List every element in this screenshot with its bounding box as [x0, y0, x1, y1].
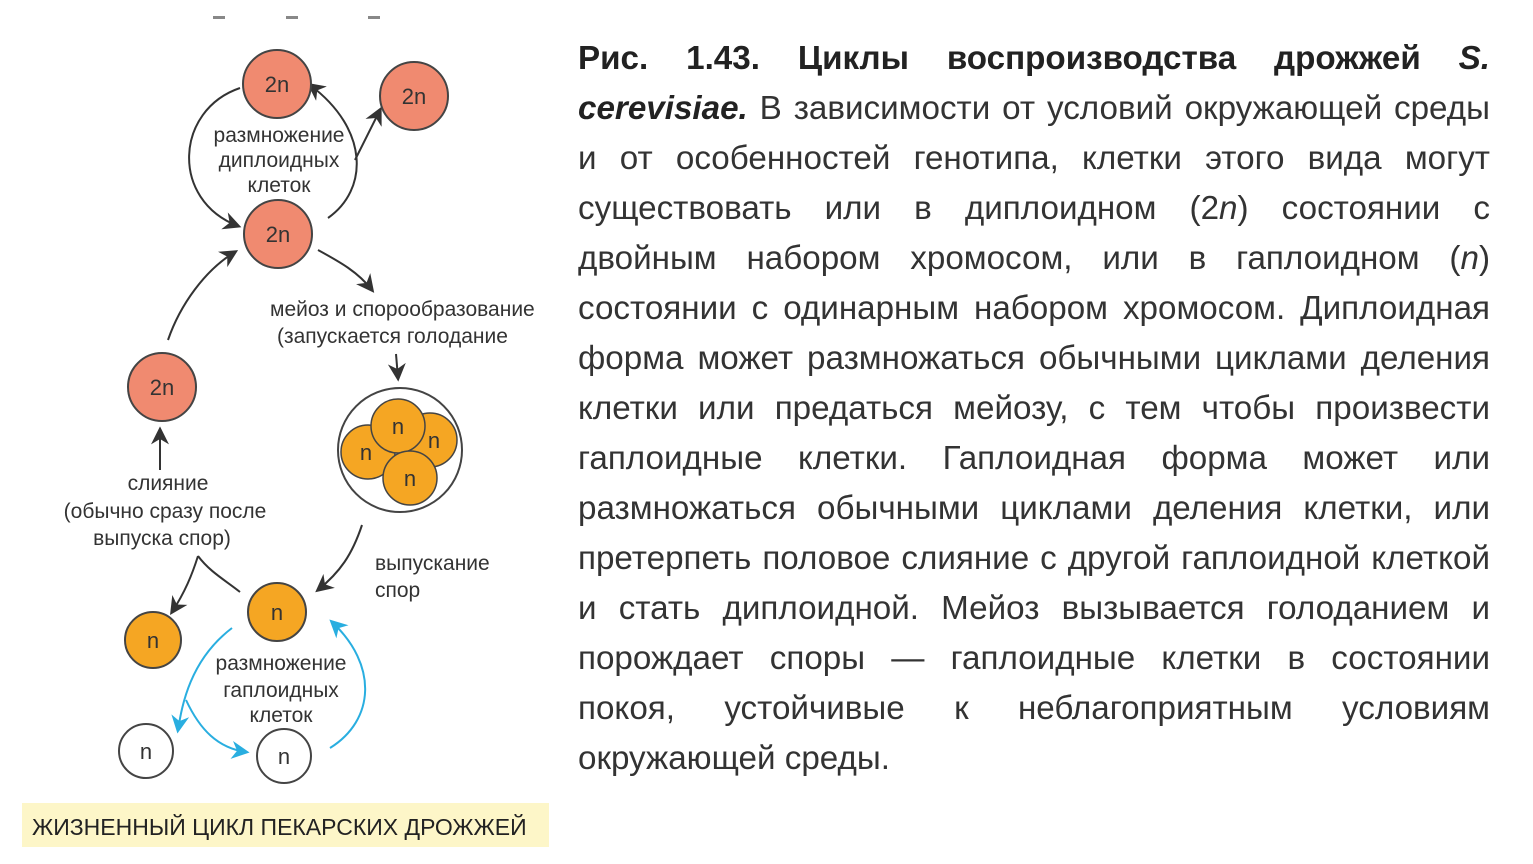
haploid-cell-white-left [119, 724, 173, 778]
svg-text:2n: 2n [401, 84, 427, 109]
spore-release-label [375, 552, 490, 602]
haploid-loop-bottom-arrow [186, 700, 246, 752]
svg-text:диплоидных: диплоидных [218, 149, 340, 172]
svg-text:слияние: слияние [127, 472, 209, 495]
svg-text:2n: 2n [149, 375, 175, 400]
caption-title: Рис. 1.43. Циклы воспроизводства дрожжей [578, 40, 1421, 77]
caption-body-3: ) состоянии с одинарным набором хромосом. Диплоидная форма может размножаться обычными циклами деления клетки или предаться мейозу, с тем чтобы произвести гаплоидные клетки. Гаплоидная форма может или размножаться обычными циклами деления клетки, или претерпеть половое слияние с другой гаплоидной клеткой и стать диплоидной. Мейоз вызывается голоданием и порождает споры — гаплоидные клетки в состоянии покоя, устойчивые к неблагоприятным условиям окружающей среды. [578, 240, 1490, 777]
caption-n-1: n [1219, 190, 1238, 227]
svg-text:n: n [146, 628, 160, 653]
diploid-reproduction-label [214, 124, 345, 197]
caption-body-2: ) состоянии с двойным набором хромосом, или в гаплоидном ( [578, 190, 1490, 277]
svg-text:размножение: размножение [215, 652, 347, 675]
caption-body-1: В зависимости от условий окружающей среды и от особенностей генотипа, клетки этого вида могут существовать или в диплоидном (2 [578, 90, 1490, 227]
diploid-bud-arrow [355, 110, 380, 160]
svg-text:(обычно сразу после: (обычно сразу после [63, 500, 267, 523]
svg-text:клеток: клеток [249, 704, 313, 727]
yeast-life-cycle-diagram [0, 0, 560, 864]
haploid-reproduction-label [216, 652, 347, 727]
haploid-cell-center [248, 583, 306, 641]
diploid-cell-middle [244, 200, 312, 268]
svg-text:n: n [359, 440, 373, 465]
life-cycle-banner [22, 803, 549, 847]
spore-release-arrow [318, 525, 362, 590]
svg-text:(запускается голодание: (запускается голодание [277, 325, 508, 348]
fusion-line-left [172, 556, 198, 612]
meiosis-arrow [318, 250, 372, 290]
top-edge-marks [213, 16, 380, 19]
svg-text:спор: спор [375, 579, 421, 602]
svg-text:2n: 2n [265, 222, 291, 247]
svg-text:n: n [403, 466, 417, 491]
caption-species: S. cerevisiae. [578, 40, 1490, 127]
diploid-to-middle-arrow [168, 252, 235, 340]
svg-text:клеток: клеток [247, 174, 311, 197]
svg-text:2n: 2n [264, 72, 290, 97]
svg-text:размножение: размножение [213, 124, 345, 147]
svg-text:n: n [427, 428, 441, 453]
svg-text:n: n [277, 744, 291, 769]
fusion-label [64, 472, 267, 550]
diploid-cell-top [243, 50, 311, 118]
svg-text:n: n [270, 600, 284, 625]
ascus-with-spores [338, 388, 462, 512]
haploid-cell-left [125, 612, 181, 668]
meiosis-label [270, 298, 535, 348]
figure-caption [578, 34, 1490, 784]
svg-text:n: n [391, 414, 405, 439]
svg-text:ЖИЗНЕННЫЙ ЦИКЛ ПЕКАРСКИХ ДРОЖЖ: ЖИЗНЕННЫЙ ЦИКЛ ПЕКАРСКИХ ДРОЖЖЕЙ [32, 814, 527, 840]
diploid-cell-left [128, 353, 196, 421]
svg-text:n: n [139, 739, 153, 764]
svg-text:гаплоидных: гаплоидных [223, 679, 339, 702]
caption-n-2: n [1460, 240, 1479, 277]
svg-text:мейоз и спорообразование: мейоз и спорообразование [270, 298, 535, 321]
svg-text:выпускание: выпускание [375, 552, 490, 575]
svg-text:выпуска спор): выпуска спор) [93, 527, 231, 550]
meiosis-to-ascus-arrow [396, 354, 398, 378]
haploid-cell-white-right [257, 729, 311, 783]
fusion-line-right [198, 556, 240, 592]
diploid-cell-bud [380, 62, 448, 130]
